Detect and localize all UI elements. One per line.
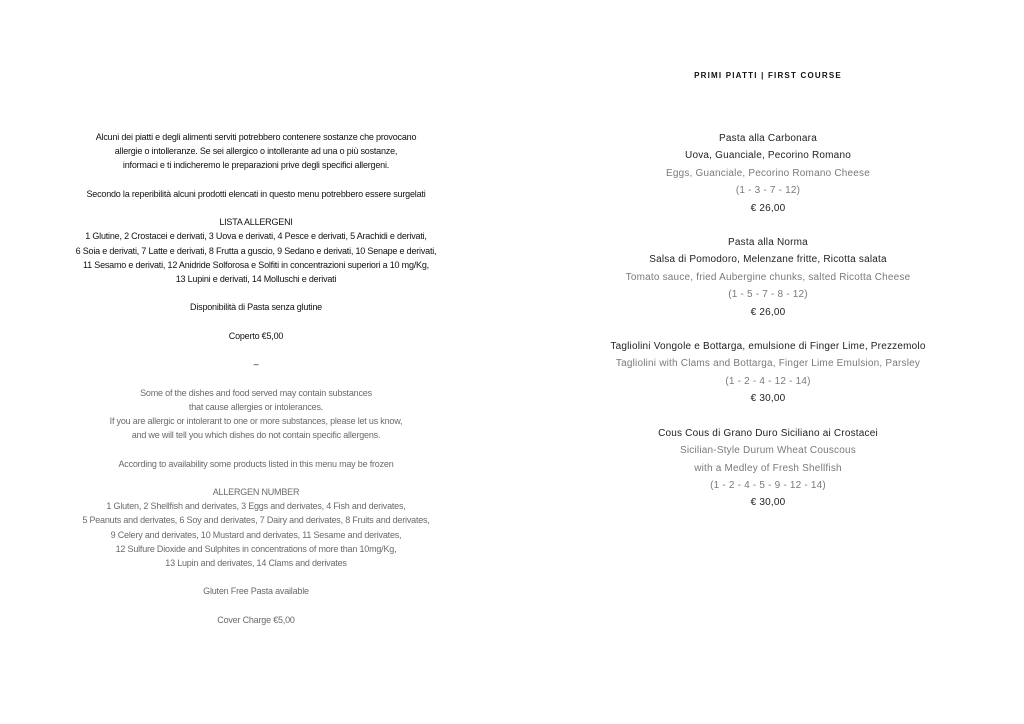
allergen-list-it-line: 13 Lupini e derivati, 14 Molluschi e derivati xyxy=(175,274,337,284)
cover-charge-en: Cover Charge €5,00 xyxy=(217,614,295,625)
gluten-free-it: Disponibilità di Pasta senza glutine xyxy=(190,302,322,313)
dish-description-en: Tagliolini with Clams and Bottarga, Finger Lime Emulsion, Parsley xyxy=(615,358,921,370)
allergen-list-it-line: 6 Soia e derivati, 7 Latte e derivati, 8 Frutta a guscio, 9 Sedano e derivati, 10 Senape e derivati, xyxy=(75,245,437,256)
first-course-menu xyxy=(568,130,968,529)
dish-description-en: Sicilian-Style Durum Wheat Couscous xyxy=(680,445,856,457)
intro-en-line: Some of the dishes and food served may contain substances xyxy=(140,387,372,398)
section-title: PRIMI PIATTI | FIRST COURSE xyxy=(694,71,842,80)
allergen-title-en: ALLERGEN NUMBER xyxy=(212,486,300,497)
dish-name: Pasta alla Norma xyxy=(728,237,808,249)
dish-price: € 26,00 xyxy=(750,202,786,214)
dish-allergens: (1 - 2 - 4 - 5 - 9 - 12 - 14) xyxy=(710,479,826,491)
dish-description-en: with a Medley of Fresh Shellfish xyxy=(694,462,842,474)
allergen-list-en-line: 12 Sulfure Dioxide and Sulphites in concentrations of more than 10mg/Kg, xyxy=(115,543,397,554)
intro-it-line: allergie o intolleranze. Se sei allergico o intollerante ad una o più sostanze, xyxy=(114,146,398,157)
intro-en-line: that cause allergies or intolerances. xyxy=(188,401,324,412)
dish-tagliolini xyxy=(568,338,968,408)
dish-allergens: (1 - 3 - 7 - 12) xyxy=(735,185,801,197)
allergen-list-it-line: 11 Sesamo e derivati, 12 Anidride Solforosa e Solfiti in concentrazioni superiori a 10 mg/Kg, xyxy=(83,259,429,270)
gluten-free-en: Gluten Free Pasta available xyxy=(203,586,309,597)
dish-name: Pasta alla Carbonara xyxy=(719,133,817,144)
frozen-note-it: Secondo la reperibilità alcuni prodotti elencati in questo menu potrebbero essere surgelati xyxy=(86,188,426,199)
allergen-list-it-line: 1 Glutine, 2 Crostacei e derivati, 3 Uova e derivati, 4 Pesce e derivati, 5 Arachidi e derivati, xyxy=(85,231,427,242)
allergen-title-it: LISTA ALLERGENI xyxy=(219,217,293,228)
dish-allergens: (1 - 2 - 4 - 12 - 14) xyxy=(725,375,811,387)
dish-carbonara xyxy=(568,130,968,217)
dish-name: Tagliolini Vongole e Bottarga, emulsione di Finger Lime, Prezzemolo xyxy=(610,341,926,353)
dish-norma xyxy=(568,234,968,321)
allergen-info-column xyxy=(40,130,472,627)
allergen-list-en-line: 5 Peanuts and derivates, 6 Soy and derivates, 7 Dairy and derivates, 8 Fruits and derivates, xyxy=(82,515,430,526)
dish-price: € 26,00 xyxy=(750,306,786,318)
intro-it-line: Alcuni dei piatti e degli alimenti serviti potrebbero contenere sostanze che provocano xyxy=(95,132,417,142)
dish-description-it: Uova, Guanciale, Pecorino Romano xyxy=(685,150,851,162)
dish-description-en: Eggs, Guanciale, Pecorino Romano Cheese xyxy=(665,167,871,179)
intro-en-line: and we will tell you which dishes do not contain specific allergens. xyxy=(131,430,381,441)
dish-cous-cous xyxy=(568,425,968,512)
dish-price: € 30,00 xyxy=(750,393,786,405)
allergen-list-en-line: 9 Celery and derivates, 10 Mustard and derivates, 11 Sesame and derivates, xyxy=(110,529,402,540)
intro-it-line: informaci e ti indicheremo le preparazioni prive degli specifici allergeni. xyxy=(122,160,390,171)
intro-en-line: If you are allergic or intolerant to one or more substances, please let us know, xyxy=(109,415,403,426)
dish-price: € 30,00 xyxy=(750,497,786,509)
allergen-list-en-line: 13 Lupin and derivates, 14 Clams and derivates xyxy=(165,557,347,568)
allergen-list-en-line: 1 Gluten, 2 Shellfish and derivates, 3 Eggs and derivates, 4 Fish and derivates, xyxy=(106,501,406,512)
frozen-note-en: According to availability some products listed in this menu may be frozen xyxy=(118,458,394,469)
language-separator: – xyxy=(253,359,259,370)
dish-description-en: Tomato sauce, fried Aubergine chunks, salted Ricotta Cheese xyxy=(625,271,911,283)
dish-allergens: (1 - 5 - 7 - 8 - 12) xyxy=(728,289,808,301)
dish-name: Cous Cous di Grano Duro Siciliano ai Crostacei xyxy=(658,427,878,439)
cover-charge-it: Coperto €5,00 xyxy=(228,330,284,341)
dish-description-it: Salsa di Pomodoro, Melenzane fritte, Ricotta salata xyxy=(649,254,887,266)
